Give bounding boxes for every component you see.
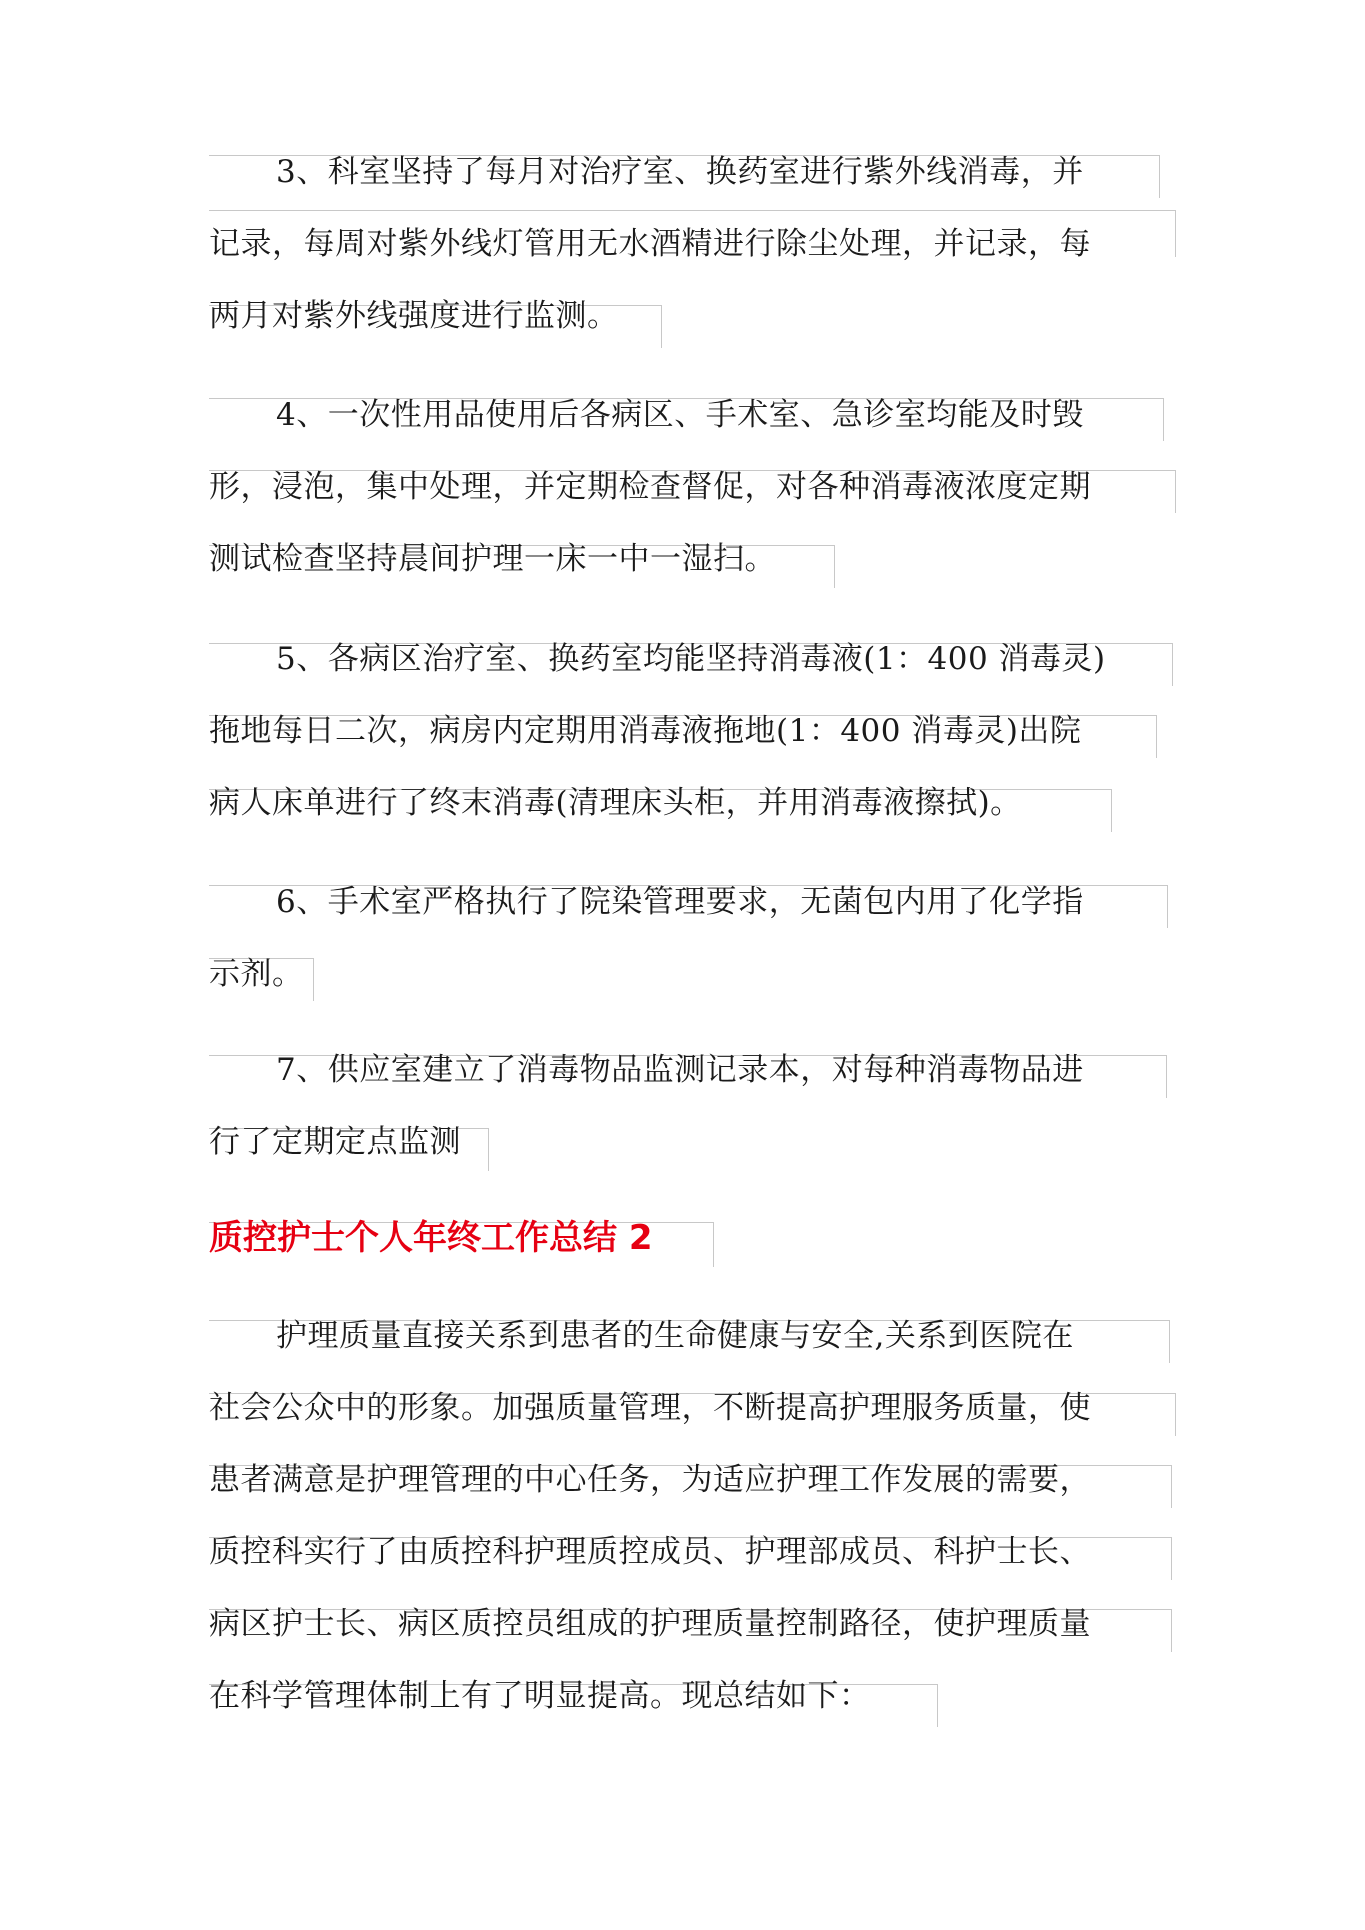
paragraph-6-line-1: 6、手术室严格执行了院染管理要求，无菌包内用了化学指 [276,884,1084,920]
intro-line-3: 患者满意是护理管理的中心任务，为适应护理工作发展的需要， [209,1462,1091,1498]
paragraph-3-line-1: 3、科室坚持了每月对治疗室、换药室进行紫外线消毒，并 [276,154,1084,190]
paragraph-4-line-2: 形，浸泡，集中处理，并定期检查督促，对各种消毒液浓度定期 [209,469,1091,505]
paragraph-3-line-2: 记录，每周对紫外线灯管用无水酒精进行除尘处理，并记录，每 [209,226,1091,262]
paragraph-7-line-1: 7、供应室建立了消毒物品监测记录本，对每种消毒物品进 [276,1052,1084,1088]
paragraph-4-line-1: 4、一次性用品使用后各病区、手术室、急诊室均能及时毁 [276,397,1084,433]
paragraph-6-line-2: 示剂。 [209,956,304,992]
intro-line-4: 质控科实行了由质控科护理质控成员、护理部成员、科护士长、 [209,1534,1091,1570]
paragraph-5-line-3: 病人床单进行了终末消毒(清理床头柜，并用消毒液擦拭)。 [209,785,1022,821]
intro-line-1: 护理质量直接关系到患者的生命健康与安全,关系到医院在 [276,1318,1074,1354]
paragraph-4-line-3: 测试检查坚持晨间护理一床一中一湿扫。 [209,541,776,577]
intro-line-2: 社会公众中的形象。加强质量管理，不断提高护理服务质量，使 [209,1390,1091,1426]
paragraph-3-line-3: 两月对紫外线强度进行监测。 [209,298,619,334]
paragraph-5-line-1: 5、各病区治疗室、换药室均能坚持消毒液(1：400 消毒灵) [276,641,1106,677]
intro-line-5: 病区护士长、病区质控员组成的护理质量控制路径，使护理质量 [209,1606,1091,1642]
intro-line-6: 在科学管理体制上有了明显提高。现总结如下： [209,1678,871,1714]
paragraph-7-line-2: 行了定期定点监测 [209,1124,461,1160]
paragraph-5-line-2: 拖地每日二次，病房内定期用消毒液拖地(1：400 消毒灵)出院 [209,713,1082,749]
section-heading: 质控护士个人年终工作总结 2 [209,1218,653,1258]
